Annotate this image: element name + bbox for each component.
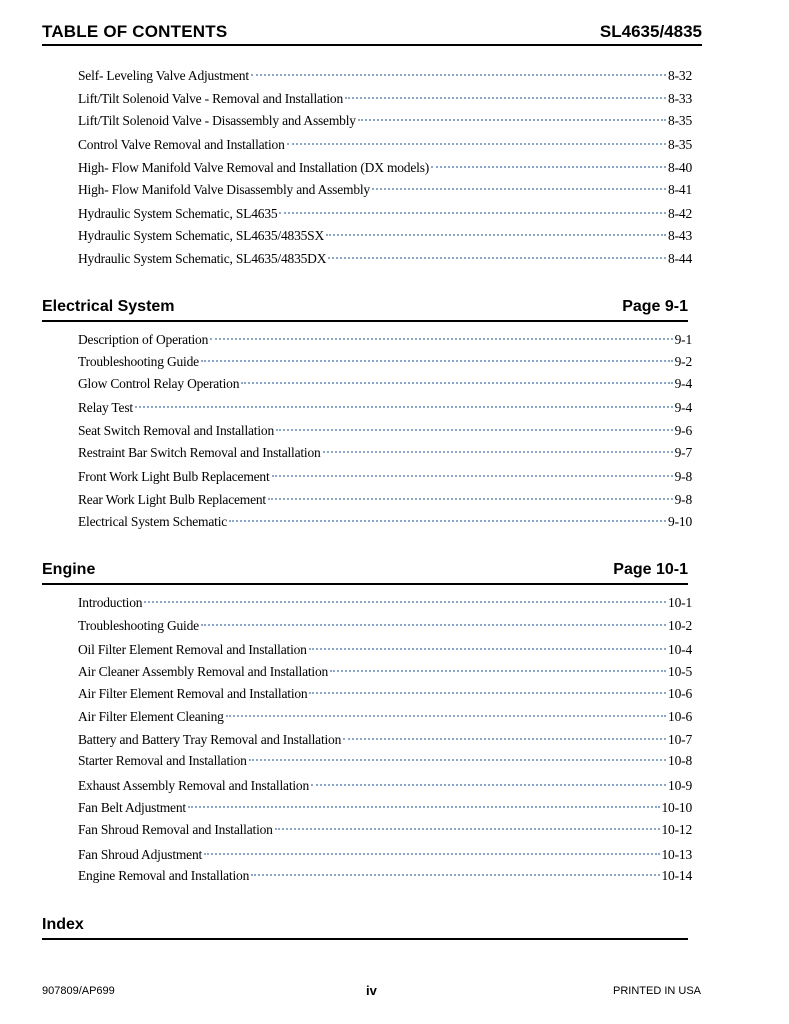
dot-leader	[358, 118, 666, 121]
entry-page: 9-4	[674, 400, 692, 415]
entry-page: 9-6	[674, 423, 692, 438]
toc-entry[interactable]	[78, 469, 692, 487]
entry-page: 9-2	[674, 354, 692, 369]
entry-title: Exhaust Assembly Removal and Installation	[78, 778, 310, 793]
dot-leader	[210, 337, 672, 340]
toc-entry[interactable]	[78, 800, 692, 818]
page-title: TABLE OF CONTENTS	[42, 22, 228, 41]
toc-entry[interactable]	[78, 686, 692, 704]
entry-title: Air Filter Element Removal and Installation	[78, 686, 308, 701]
entry-page: 10-6	[668, 709, 692, 724]
entry-page: 10-7	[668, 732, 692, 747]
toc-entry[interactable]	[78, 332, 692, 350]
entry-title: Engine Removal and Installation	[78, 868, 250, 883]
toc-entry[interactable]	[78, 400, 692, 418]
entry-page: 10-13	[661, 847, 692, 862]
dot-leader	[251, 873, 659, 876]
entry-page: 8-44	[668, 251, 692, 266]
printed-in-label: PRINTED IN USA	[612, 985, 701, 997]
toc-entry[interactable]	[78, 445, 692, 463]
entry-title: Hydraulic System Schematic, SL4635/4835DX	[78, 251, 327, 266]
entry-title: Control Valve Removal and Installation	[78, 137, 285, 152]
entry-title: Battery and Battery Tray Removal and Installation	[78, 732, 342, 747]
section-title: Electrical System	[42, 298, 175, 315]
section-heading-index	[42, 916, 688, 940]
toc-entry[interactable]	[78, 847, 692, 865]
entry-title: Electrical System Schematic	[78, 514, 228, 529]
dot-leader	[372, 187, 666, 190]
dot-leader	[287, 142, 666, 145]
entry-title: Fan Shroud Adjustment	[78, 847, 203, 862]
entry-title: Oil Filter Element Removal and Installation	[78, 642, 307, 657]
dot-leader	[272, 474, 673, 477]
dot-leader	[204, 852, 659, 855]
toc-entry[interactable]	[78, 822, 692, 840]
dot-leader	[343, 737, 666, 740]
toc-entry[interactable]	[78, 354, 692, 372]
entry-title: Lift/Tilt Solenoid Valve - Removal and Installation	[78, 91, 344, 106]
entry-title: Glow Control Relay Operation	[78, 376, 240, 391]
toc-entry[interactable]	[78, 137, 692, 155]
entry-title: Rear Work Light Bulb Replacement	[78, 492, 266, 507]
entry-title: Troubleshooting Guide	[78, 618, 199, 633]
entry-title: Starter Removal and Installation	[78, 753, 247, 768]
dot-leader	[188, 805, 660, 808]
entry-page: 8-35	[668, 113, 692, 128]
section-heading-electrical-system	[42, 298, 688, 322]
dot-leader	[144, 600, 666, 603]
toc-entry[interactable]	[78, 182, 692, 200]
dot-leader	[345, 96, 666, 99]
entry-page: 8-43	[668, 228, 692, 243]
dot-leader	[201, 623, 666, 626]
entry-page: 8-40	[668, 160, 692, 175]
dot-leader	[323, 450, 673, 453]
entry-title: Introduction	[78, 595, 143, 610]
toc-entry[interactable]	[78, 709, 692, 727]
document-number: 907809/AP699	[42, 985, 115, 997]
entry-title: Hydraulic System Schematic, SL4635/4835SX	[78, 228, 325, 243]
entry-title: Fan Shroud Removal and Installation	[78, 822, 273, 837]
entry-page: 8-41	[668, 182, 692, 197]
dot-leader	[268, 497, 673, 500]
entry-title: Lift/Tilt Solenoid Valve - Disassembly and Assembly	[78, 113, 356, 128]
dot-leader	[241, 381, 672, 384]
entry-page: 10-12	[661, 822, 692, 837]
dot-leader	[279, 211, 666, 214]
toc-entry[interactable]	[78, 251, 692, 269]
entry-page: 10-4	[668, 642, 692, 657]
entry-page: 9-8	[674, 469, 692, 484]
dot-leader	[309, 647, 666, 650]
dot-leader	[275, 827, 660, 830]
page-header	[42, 20, 702, 46]
entry-page: 10-10	[661, 800, 692, 815]
toc-entry[interactable]	[78, 618, 692, 636]
toc-entry[interactable]	[78, 664, 692, 682]
entry-page: 10-5	[668, 664, 692, 679]
entry-page: 8-42	[668, 206, 692, 221]
entry-title: Front Work Light Bulb Replacement	[78, 469, 270, 484]
toc-entry[interactable]	[78, 160, 692, 178]
entry-page: 10-8	[668, 753, 692, 768]
dot-leader	[135, 405, 673, 408]
section-page: Page 10-1	[613, 561, 688, 578]
toc-entry[interactable]	[78, 206, 692, 224]
entry-page: 9-1	[674, 332, 692, 347]
section-title: Index	[42, 916, 84, 933]
entry-title: High- Flow Manifold Valve Removal and Installation (DX models)	[78, 160, 430, 175]
entry-page: 8-33	[668, 91, 692, 106]
toc-entry[interactable]	[78, 376, 692, 394]
toc-entry[interactable]	[78, 514, 692, 532]
dot-leader	[328, 256, 666, 259]
toc-entry[interactable]	[78, 778, 692, 796]
page-number: iv	[366, 983, 377, 998]
dot-leader	[251, 73, 666, 76]
entry-title: Relay Test	[78, 400, 133, 415]
entry-title: Fan Belt Adjustment	[78, 800, 186, 815]
dot-leader	[229, 519, 666, 522]
entry-title: High- Flow Manifold Valve Disassembly and Assembly	[78, 182, 370, 197]
dot-leader	[309, 691, 666, 694]
entry-title: Troubleshooting Guide	[78, 354, 199, 369]
entry-title: Description of Operation	[78, 332, 209, 347]
dot-leader	[330, 669, 666, 672]
section-page: Page 9-1	[622, 298, 688, 315]
entry-title: Restraint Bar Switch Removal and Installation	[78, 445, 321, 460]
toc-entry[interactable]	[78, 642, 692, 660]
entry-page: 8-32	[668, 68, 692, 83]
toc-entry[interactable]	[78, 91, 692, 109]
entry-page: 9-7	[674, 445, 692, 460]
toc-entry[interactable]	[78, 753, 692, 771]
toc-entry[interactable]	[78, 68, 692, 86]
entry-page: 10-9	[668, 778, 692, 793]
toc-entry[interactable]	[78, 423, 692, 441]
dot-leader	[311, 783, 666, 786]
dot-leader	[276, 428, 673, 431]
entry-title: Self- Leveling Valve Adjustment	[78, 68, 249, 83]
entry-page: 9-10	[668, 514, 692, 529]
entry-page: 10-1	[668, 595, 692, 610]
model-number: SL4635/4835	[599, 22, 702, 41]
entry-title: Seat Switch Removal and Installation	[78, 423, 275, 438]
dot-leader	[249, 758, 666, 761]
entry-page: 10-14	[661, 868, 692, 883]
dot-leader	[226, 714, 666, 717]
entry-title: Hydraulic System Schematic, SL4635	[78, 206, 278, 221]
toc-entry[interactable]	[78, 868, 692, 886]
toc-entry[interactable]	[78, 595, 692, 613]
toc-entry[interactable]	[78, 492, 692, 510]
dot-leader	[201, 359, 673, 362]
entry-title: Air Filter Element Cleaning	[78, 709, 224, 724]
entry-page: 10-6	[668, 686, 692, 701]
section-heading-engine	[42, 561, 688, 585]
entry-page: 8-35	[668, 137, 692, 152]
entry-page: 10-2	[668, 618, 692, 633]
entry-page: 9-4	[674, 376, 692, 391]
dot-leader	[326, 233, 666, 236]
entry-title: Air Cleaner Assembly Removal and Installation	[78, 664, 329, 679]
toc-entry[interactable]	[78, 113, 692, 131]
dot-leader	[431, 165, 666, 168]
toc-entry[interactable]	[78, 228, 692, 246]
section-title: Engine	[42, 561, 96, 578]
toc-entry[interactable]	[78, 732, 692, 750]
entry-page: 9-8	[674, 492, 692, 507]
